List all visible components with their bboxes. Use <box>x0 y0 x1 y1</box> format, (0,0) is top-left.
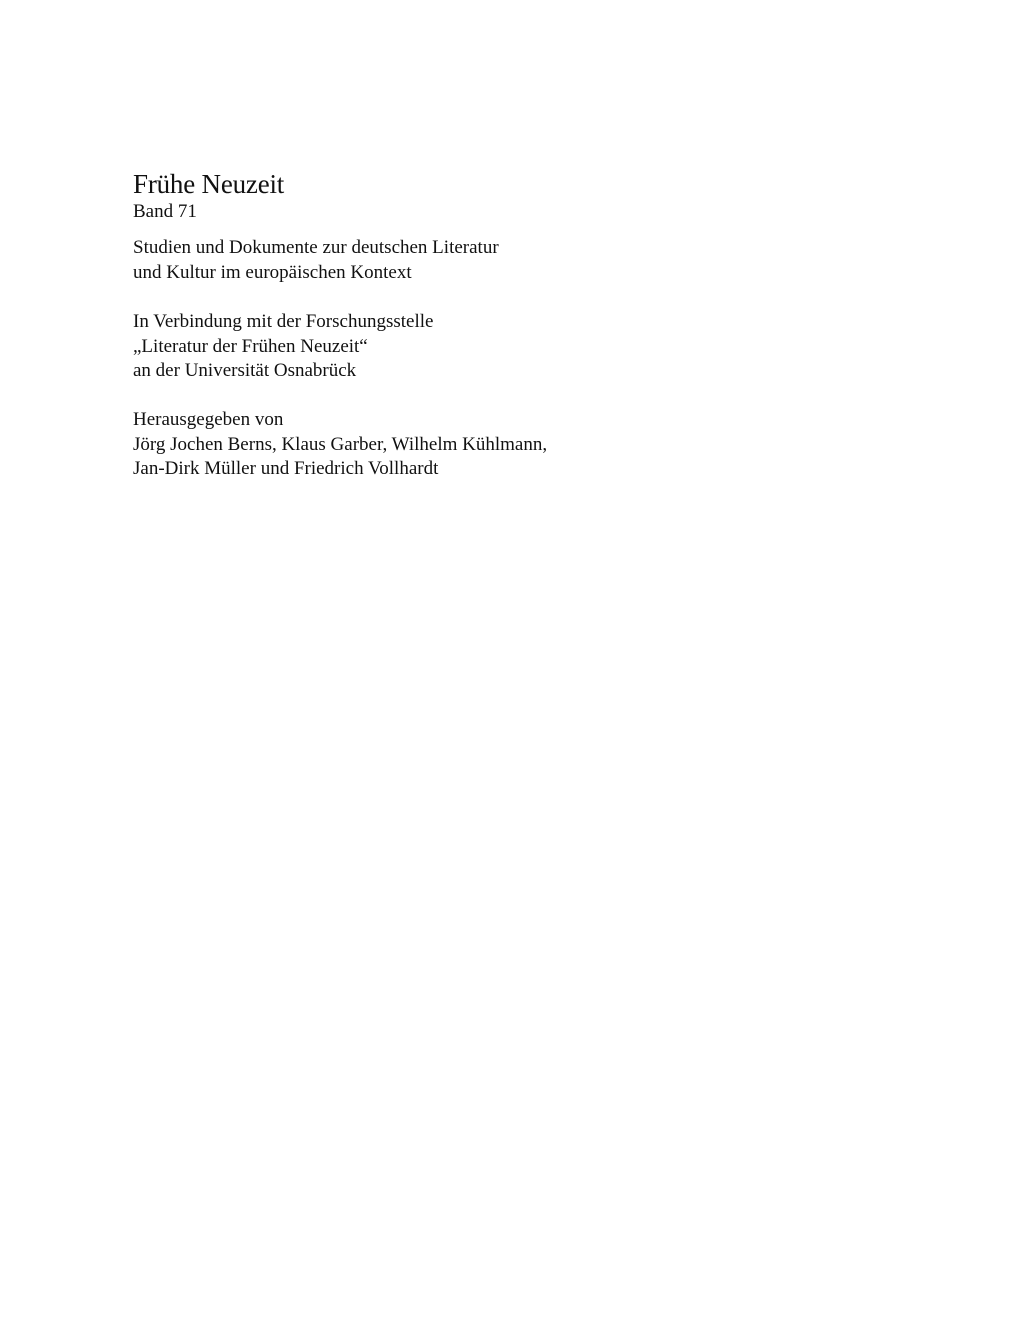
affiliation-line: an der Universität Osnabrück <box>133 360 357 381</box>
series-subtitle <box>133 236 499 285</box>
subtitle-line: Studien und Dokumente zur deutschen Literatur <box>133 237 499 258</box>
affiliation-line: In Verbindung mit der Forschungsstelle <box>133 311 434 332</box>
editors-names: Jörg Jochen Berns, Klaus Garber, Wilhelm Kühlmann, <box>133 433 548 455</box>
subtitle-line: und Kultur im europäischen Kontext <box>133 261 412 283</box>
editors-names: Jan-Dirk Müller und Friedrich Vollhardt <box>133 458 439 479</box>
editors-statement <box>133 408 547 482</box>
editors-heading: Herausgegeben von <box>133 409 284 430</box>
series-title: Frühe Neuzeit <box>133 169 285 199</box>
affiliation-statement <box>133 310 433 384</box>
affiliation-line: „Literatur der Frühen Neuzeit“ <box>133 335 368 357</box>
volume-number: Band 71 <box>133 201 197 222</box>
